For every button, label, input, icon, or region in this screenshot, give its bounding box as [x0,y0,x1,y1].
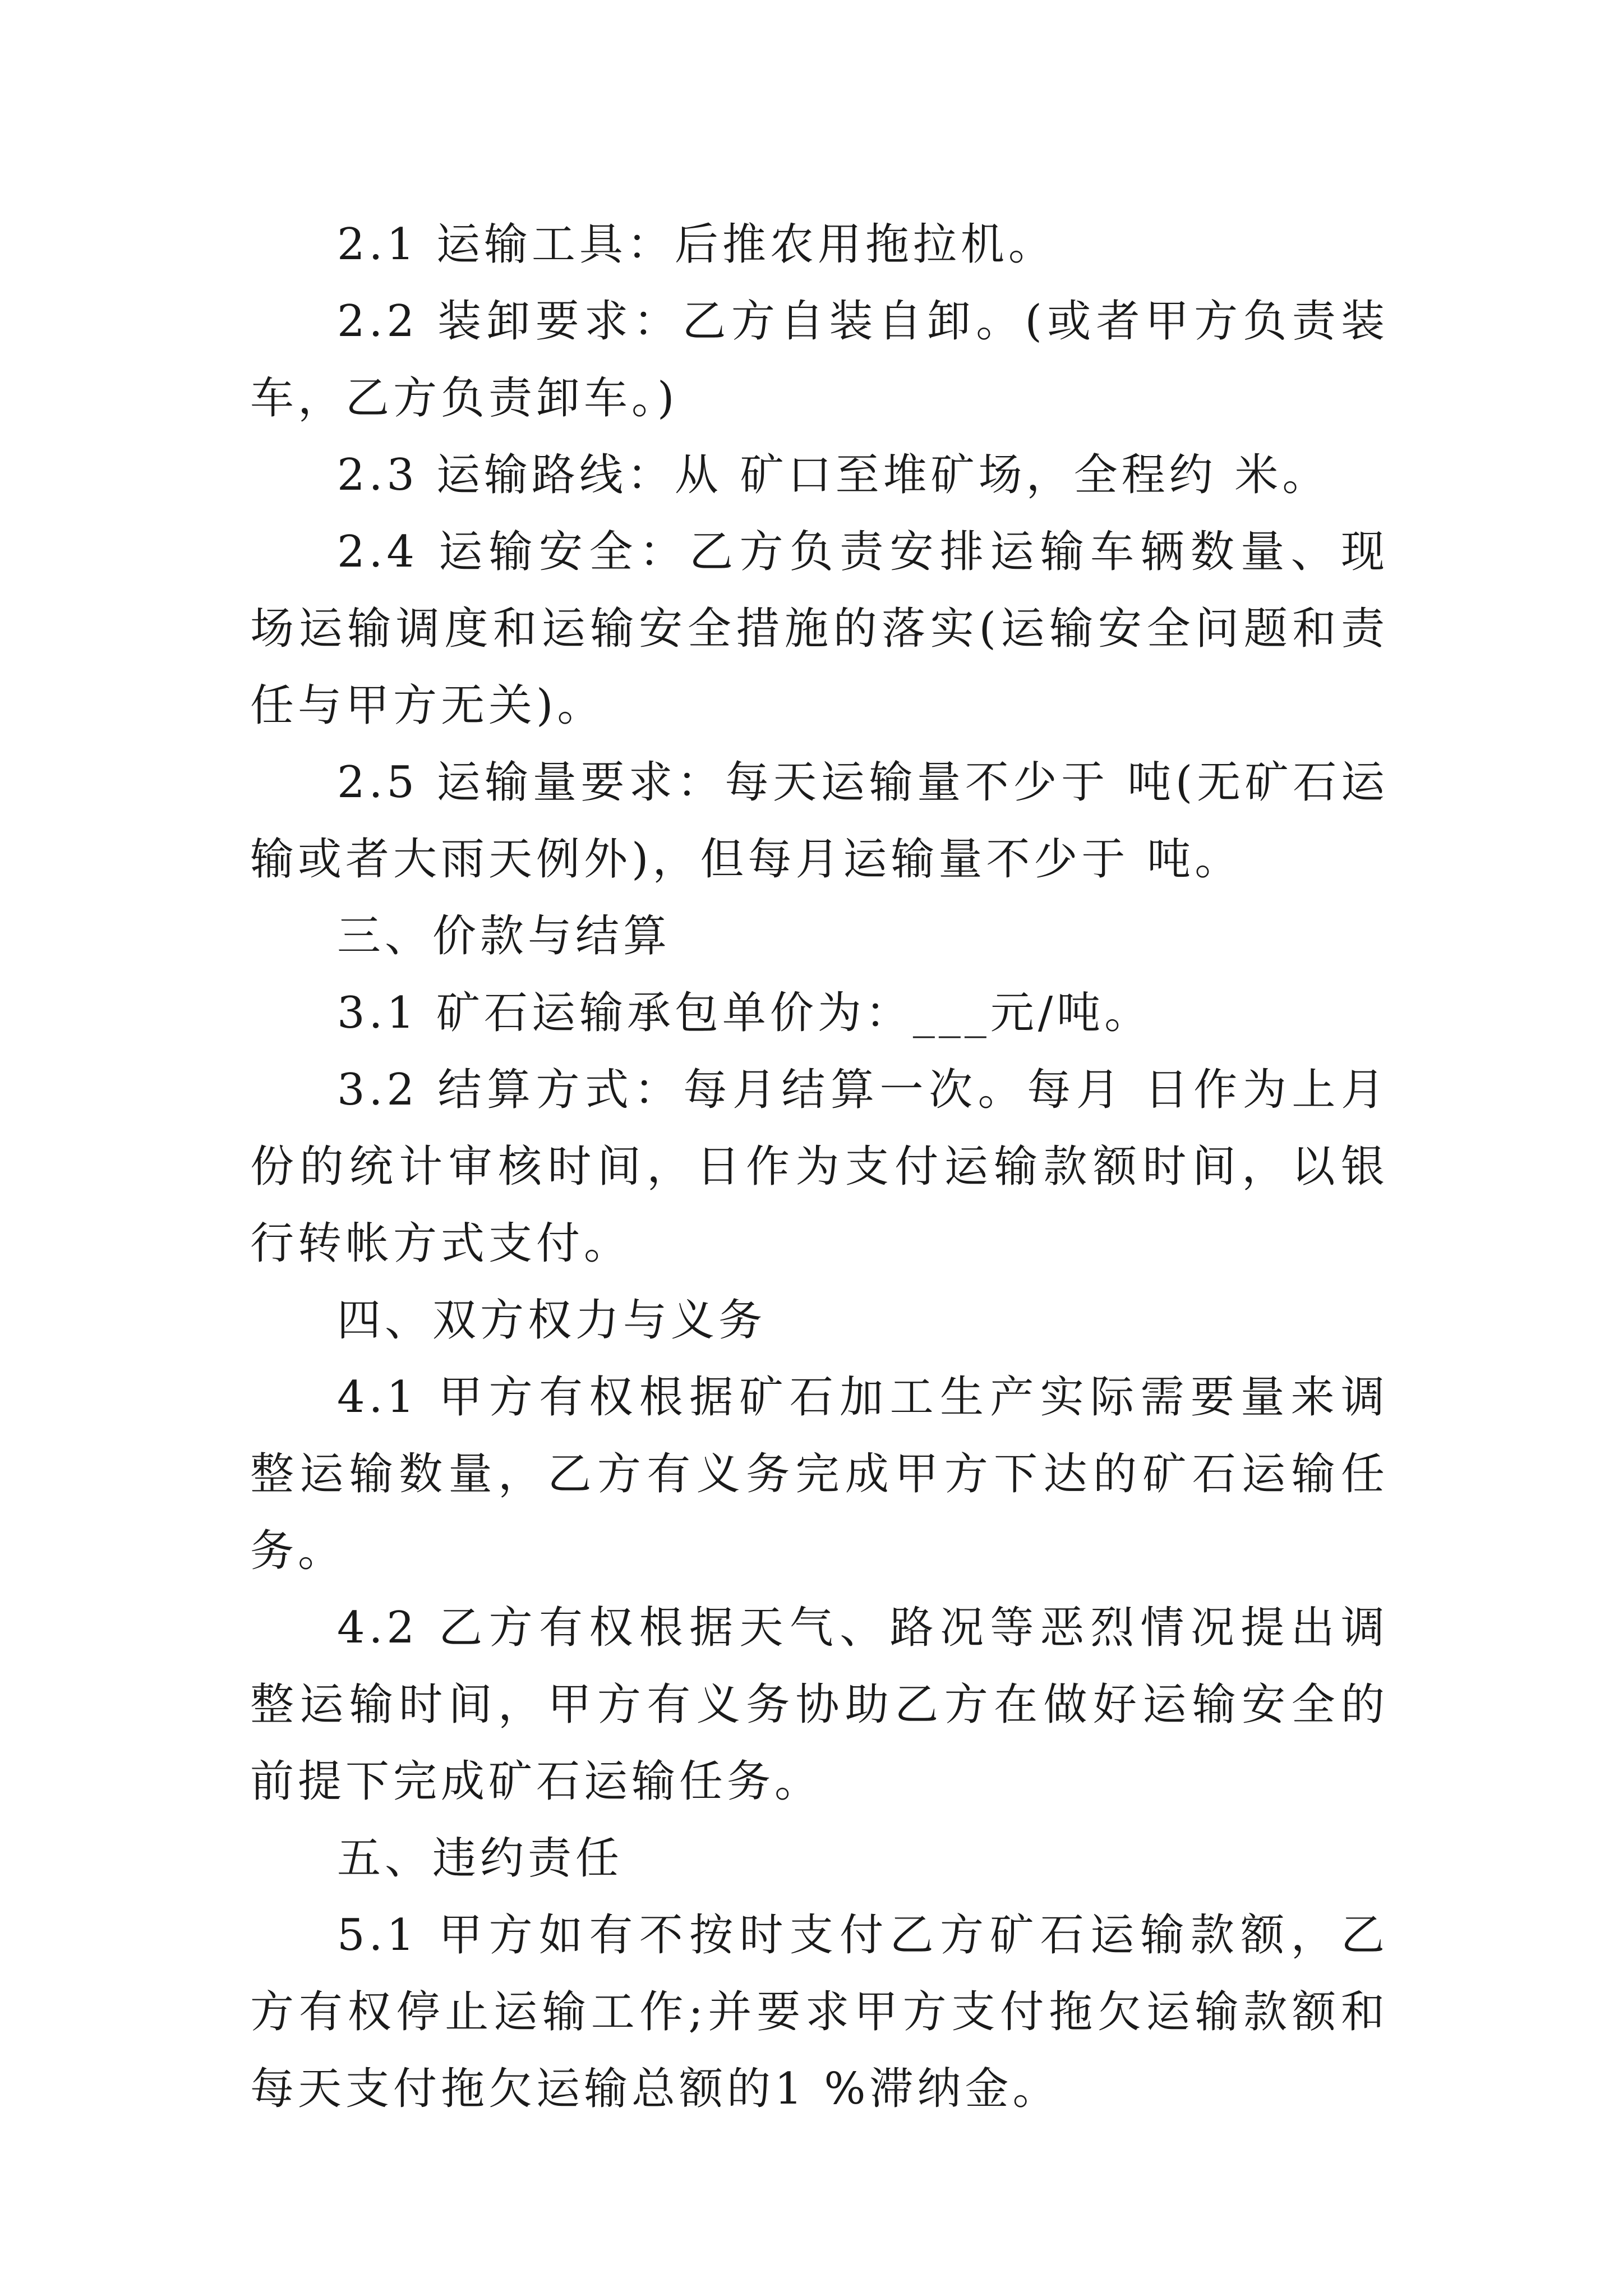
clause-2-2: 2.2 装卸要求：乙方自装自卸。(或者甲方负责装车，乙方负责卸车。) [250,296,1389,424]
clause-3-1: 3.1 矿石运输承包单价为：___元/吨。 [337,988,1152,1038]
clause-4-2: 4.2 乙方有权根据天气、路况等恶烈情况提出调整运输时间，甲方有义务协助乙方在做好运输安全的前提下完成矿石运输任务。 [250,1603,1389,1807]
clause-2-5: 2.5 运输量要求：每天运输量不少于 吨(无矿石运输或者大雨天例外)，但每月运输量不少于 吨。 [250,757,1389,885]
clause-2-4: 2.4 运输安全：乙方负责安排运输车辆数量、现场运输调度和运输安全措施的落实(运输安全问题和责任与甲方无关)。 [250,527,1389,731]
section-heading-liability: 五、违约责任 [337,1833,624,1884]
section-heading-price-settlement: 三、价款与结算 [337,911,671,961]
clause-2-1: 2.1 运输工具：后推农用拖拉机。 [337,219,1056,270]
document-body [250,206,1389,2128]
clause-2-3: 2.3 运输路线：从 矿口至堆矿场，全程约 米。 [337,450,1330,500]
clause-4-1: 4.1 甲方有权根据矿石加工生产实际需要量来调整运输数量，乙方有义务完成甲方下达的矿石运输任务。 [250,1372,1389,1576]
clause-3-2: 3.2 结算方式：每月结算一次。每月 日作为上月份的统计审核时间，日作为支付运输款额时间，以银行转帐方式支付。 [250,1065,1389,1269]
section-heading-rights-obligations: 四、双方权力与义务 [337,1295,767,1346]
clause-5-1: 5.1 甲方如有不按时支付乙方矿石运输款额，乙方有权停止运输工作;并要求甲方支付拖欠运输款额和每天支付拖欠运输总额的1 %滞纳金。 [250,1910,1389,2114]
